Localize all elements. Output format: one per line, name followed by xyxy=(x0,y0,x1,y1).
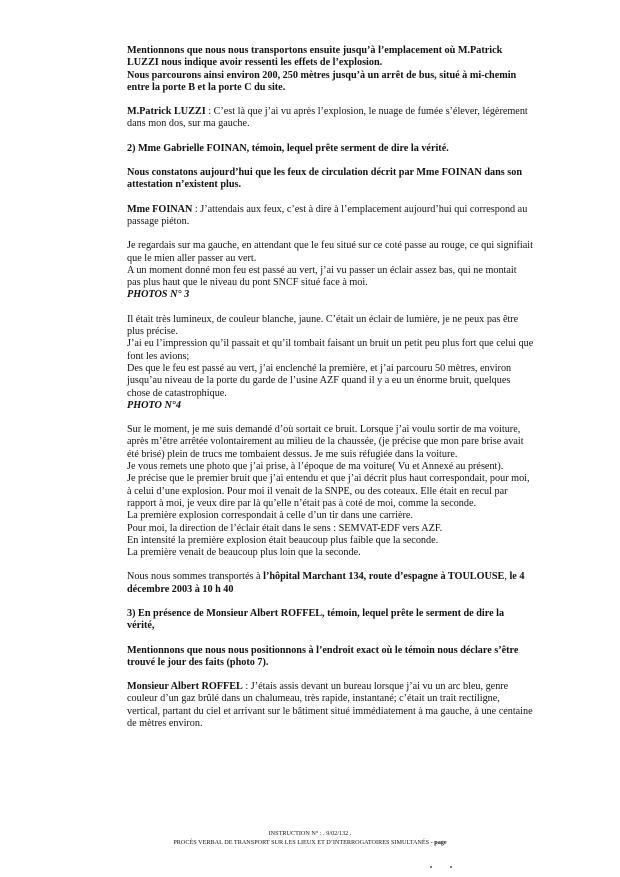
text-line: Je vous remets une photo que j’ai prise, à l’époque de ma voiture( Vu et Annexé au présent). xyxy=(127,461,504,473)
text-line: décembre 2003 à 10 h 40 xyxy=(127,583,234,595)
text-line: à celui d’une explosion. Pour moi il venait de la SNPE, ou des coteaux. Elle était en recul par xyxy=(127,485,508,497)
text-line: A un moment donné mon feu est passé au vert, j’ai vu passer un éclair assez bas, qui ne montait xyxy=(127,264,517,276)
foinan-paragraph-1 xyxy=(127,240,587,301)
text-line: après m’être arrêtée volontairement au milieu de la chaussée, (je précise que mon pare brise avait xyxy=(127,436,524,448)
foinan-paragraph-2 xyxy=(127,314,587,412)
bold-text: le 4 xyxy=(509,571,525,583)
text-run: , xyxy=(504,571,510,583)
text-line: vertical, partant du ciel et arrivant sur le bâtiment situé immédiatement à ma gauche, à une centaine xyxy=(127,705,533,717)
text-line: attestation n’existent plus. xyxy=(127,179,242,191)
bold-text: Mme FOINAN xyxy=(127,203,193,215)
page-footer xyxy=(0,829,620,847)
text-line: Il était très lumineux, de couleur blanche, jaune. C’était un éclair de lumière, je ne peux pas être xyxy=(127,313,519,325)
text-line: dans mon dos, sur ma gauche. xyxy=(127,118,250,130)
luzzi-statement xyxy=(127,106,587,131)
intro-paragraph xyxy=(127,45,587,94)
text-line: Mentionnons que nous nous transportons ensuite jusqu’à l’emplacement où M.Patrick xyxy=(127,45,503,56)
text-run: : J’étais assis devant un bureau lorsque j’ai vu un arc bleu, genre xyxy=(242,681,509,693)
text-line: passage piéton. xyxy=(127,215,190,227)
text-line: entre la porte B et la porte C du site. xyxy=(127,81,286,93)
text-line: Nous constatons aujourd’hui que les feux de circulation décrit par Mme FOINAN dans son xyxy=(127,167,522,179)
text-line xyxy=(127,571,587,583)
text-line: plus précise. xyxy=(127,326,178,338)
text-run: : J’attendais aux feux, c’est à dire à l’emplacement aujourd’hui qui correspond au xyxy=(192,203,528,215)
text-line: rapport à moi, je veux dire par là qu’elle n’était pas à coté de moi, comme la seconde. xyxy=(127,497,477,509)
section-3-heading xyxy=(127,608,587,633)
text-line: couleur d’un gaz brûlé dans un chalumeau, très rapide, instantané; c’était un trait rectiligne, xyxy=(127,693,500,705)
text-line: font les avions; xyxy=(127,350,190,362)
roffel-statement xyxy=(127,681,587,730)
text-line xyxy=(127,204,587,216)
bold-text: Monsieur Albert ROFFEL xyxy=(127,681,243,693)
text-line: PHOTO N°4 xyxy=(127,399,181,411)
text-line: Mentionnons que nous nous positionnons à l’endroit exact où le témoin nous déclare s’être xyxy=(127,644,519,656)
position-note xyxy=(127,645,587,670)
text-line: Sur le moment, je me suis demandé d’où sortait ce bruit. Lorsque j’ai voulu sortir de ma voiture, xyxy=(127,424,521,436)
text-line: chose de catastrophique. xyxy=(127,387,227,399)
text-run: Nous nous sommes transportés à xyxy=(127,571,264,583)
text-line: La première explosion correspondait à celle d’un tir dans une carrière. xyxy=(127,510,413,522)
document-body xyxy=(127,45,587,742)
page-label: - page xyxy=(429,839,447,846)
text-line: J’ai eu l’impression qu’il passait et qu’il tombait faisant un bruit un petit peu plus fort que celui que xyxy=(127,338,534,350)
text-line: trouvé le jour des faits (photo 7). xyxy=(127,656,269,668)
text-line: 3) En présence de Monsieur Albert ROFFEL, témoin, lequel prête le serment de dire la xyxy=(127,607,505,619)
text-line: Des que le feu est passé au vert, j’ai enclenché la première, et j’ai parcouru 50 mètres, environ xyxy=(127,362,512,374)
text-line: pas plus haut que le niveau du pont SNCF situé face à moi. xyxy=(127,277,368,289)
section-2-heading xyxy=(127,143,587,155)
text-line: que le mien aller passer au vert. xyxy=(127,252,257,264)
scan-speck xyxy=(430,866,432,868)
bold-text: l’hôpital Marchant 134, route d’espagne à TOULOUSE xyxy=(263,571,505,583)
text-line: Je précise que le premier bruit que j’ai entendu et que j’ai décrit plus haut correspondait, pour moi, xyxy=(127,473,530,485)
bold-text: M.Patrick LUZZI xyxy=(127,106,206,118)
hospital-transport xyxy=(127,571,587,596)
traffic-lights-note xyxy=(127,167,587,192)
foinan-statement xyxy=(127,204,587,229)
scan-speck xyxy=(450,866,452,868)
text-line: Pour moi, la direction de l’éclair était dans le sens : SEMVAT-EDF vers AZF. xyxy=(127,522,443,534)
text-line: En intensité la première explosion était beaucoup plus faible que la seconde. xyxy=(127,534,439,546)
text-line xyxy=(127,681,587,693)
document-title: PROCÈS VERBAL DE TRANSPORT SUR LES LIEUX ET D’INTERROGATOIRES SIMULTANÉS xyxy=(173,839,430,846)
text-line: La première venait de beaucoup plus loin que la seconde. xyxy=(127,547,361,559)
text-line: Je regardais sur ma gauche, en attendant que le feu situé sur ce coté passe au rouge, ce qui signifiait xyxy=(127,240,533,252)
text-line: de mètres environ. xyxy=(127,718,203,730)
instruction-number: INSTRUCTION N° : . 9/02/132 . xyxy=(268,830,352,837)
text-line: jusqu’au niveau de la porte du garde de l’usine AZF quand il y a eu un énorme bruit, quelques xyxy=(127,375,511,387)
foinan-paragraph-3 xyxy=(127,424,587,559)
text-line: 2) Mme Gabrielle FOINAN, témoin, lequel prête serment de dire la vérité. xyxy=(127,142,449,154)
text-line xyxy=(127,106,587,118)
text-line: PHOTOS N° 3 xyxy=(127,289,190,301)
text-line: été brisé) plein de trucs me tombaient dessus. Je me suis réfugiée dans la voiture. xyxy=(127,448,458,460)
text-line: LUZZI nous indique avoir ressenti les effets de l’explosion. xyxy=(127,57,383,69)
text-line: vérité, xyxy=(127,620,155,632)
text-run: : C’est là que j’ai vu après l’explosion, le nuage de fumée s’élever, légèrement xyxy=(205,106,528,118)
text-line: Nous parcourons ainsi environ 200, 250 mètres jusqu’à un arrêt de bus, situé à mi-chemin xyxy=(127,69,517,81)
